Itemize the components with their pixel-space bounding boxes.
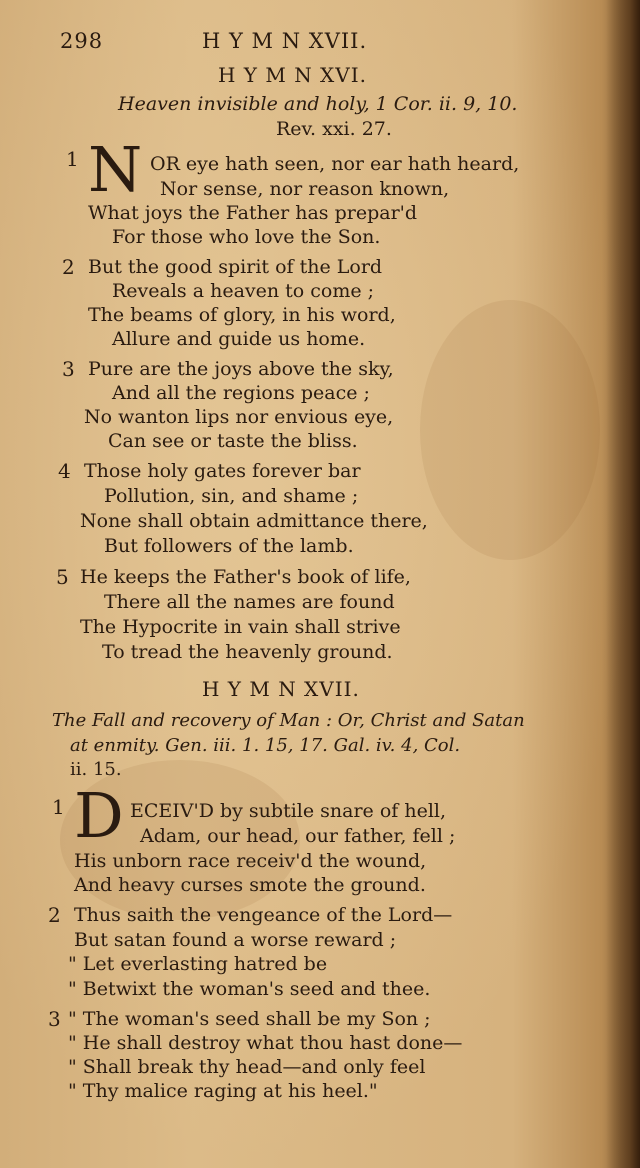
verse-line: To tread the heavenly ground.: [102, 641, 393, 663]
verse-number: 2: [48, 903, 61, 927]
verse-number: 3: [48, 1007, 61, 1031]
hymn-title: H Y M N XVII.: [202, 677, 360, 701]
verse-line: His unborn race receiv'd the wound,: [74, 850, 427, 872]
verse-line: Pollution, sin, and shame ;: [104, 485, 359, 507]
verse-line: There all the names are found: [104, 591, 395, 613]
verse-line: ECEIV'D by subtile snare of hell,: [130, 800, 447, 822]
verse-line: No wanton lips nor envious eye,: [84, 406, 394, 428]
verse-line: For those who love the Son.: [112, 226, 381, 248]
verse-line: But the good spirit of the Lord: [88, 256, 383, 278]
verse-line: Nor sense, nor reason known,: [160, 178, 450, 200]
verse-number: 5: [56, 565, 69, 589]
verse-line: Thus saith the vengeance of the Lord—: [74, 904, 453, 926]
verse-line: And heavy curses smote the ground.: [74, 874, 426, 896]
paper-stain: [420, 300, 600, 560]
verse-line: The beams of glory, in his word,: [88, 304, 396, 326]
hymn-subtitle: Heaven invisible and holy, 1 Cor. ii. 9, 10.: [118, 93, 518, 115]
hymn-subtitle: The Fall and recovery of Man : Or, Christ and Satan: [52, 710, 525, 731]
hymn-title: H Y M N XVI.: [218, 63, 367, 87]
verse-line: Reveals a heaven to come ;: [112, 280, 375, 302]
verse-line: But followers of the lamb.: [104, 535, 354, 557]
verse-line: " Shall break thy head—and only feel: [68, 1056, 426, 1078]
drop-cap: D: [74, 779, 124, 852]
verse-line: Pure are the joys above the sky,: [88, 358, 394, 380]
verse-number: 3: [62, 357, 75, 381]
verse-line: " The woman's seed shall be my Son ;: [68, 1008, 431, 1030]
verse-line: " Thy malice raging at his heel.": [68, 1080, 378, 1102]
hymn-subtitle: Rev. xxi. 27.: [276, 118, 392, 140]
verse-line: " He shall destroy what thou hast done—: [68, 1032, 463, 1054]
verse-line: Adam, our head, our father, fell ;: [140, 825, 456, 847]
verse-number: 2: [62, 255, 75, 279]
verse-line: Allure and guide us home.: [112, 328, 366, 350]
page-number: 298: [60, 29, 104, 53]
verse-line: Can see or taste the bliss.: [108, 430, 358, 452]
verse-number: 4: [58, 459, 71, 483]
verse-line: And all the regions peace ;: [112, 382, 370, 404]
running-title: H Y M N XVII.: [202, 29, 368, 53]
verse-line: Those holy gates forever bar: [84, 460, 361, 482]
verse-line: None shall obtain admittance there,: [80, 510, 428, 532]
hymn-subtitle: at enmity. Gen. iii. 1. 15, 17. Gal. iv. 4, Col.: [70, 735, 461, 756]
drop-cap: N: [88, 133, 143, 206]
verse-line: But satan found a worse reward ;: [74, 929, 397, 951]
hymn-subtitle: ii. 15.: [70, 759, 122, 780]
verse-number: 1: [52, 795, 65, 819]
verse-line: OR eye hath seen, nor ear hath heard,: [150, 153, 520, 175]
verse-line: " Betwixt the woman's seed and thee.: [68, 978, 431, 1000]
gutter-shadow: [606, 0, 640, 1168]
verse-line: What joys the Father has prepar'd: [88, 202, 418, 224]
verse-line: " Let everlasting hatred be: [68, 953, 328, 975]
verse-line: The Hypocrite in vain shall strive: [80, 616, 401, 638]
verse-number: 1: [66, 147, 79, 171]
verse-line: He keeps the Father's book of life,: [80, 566, 411, 588]
